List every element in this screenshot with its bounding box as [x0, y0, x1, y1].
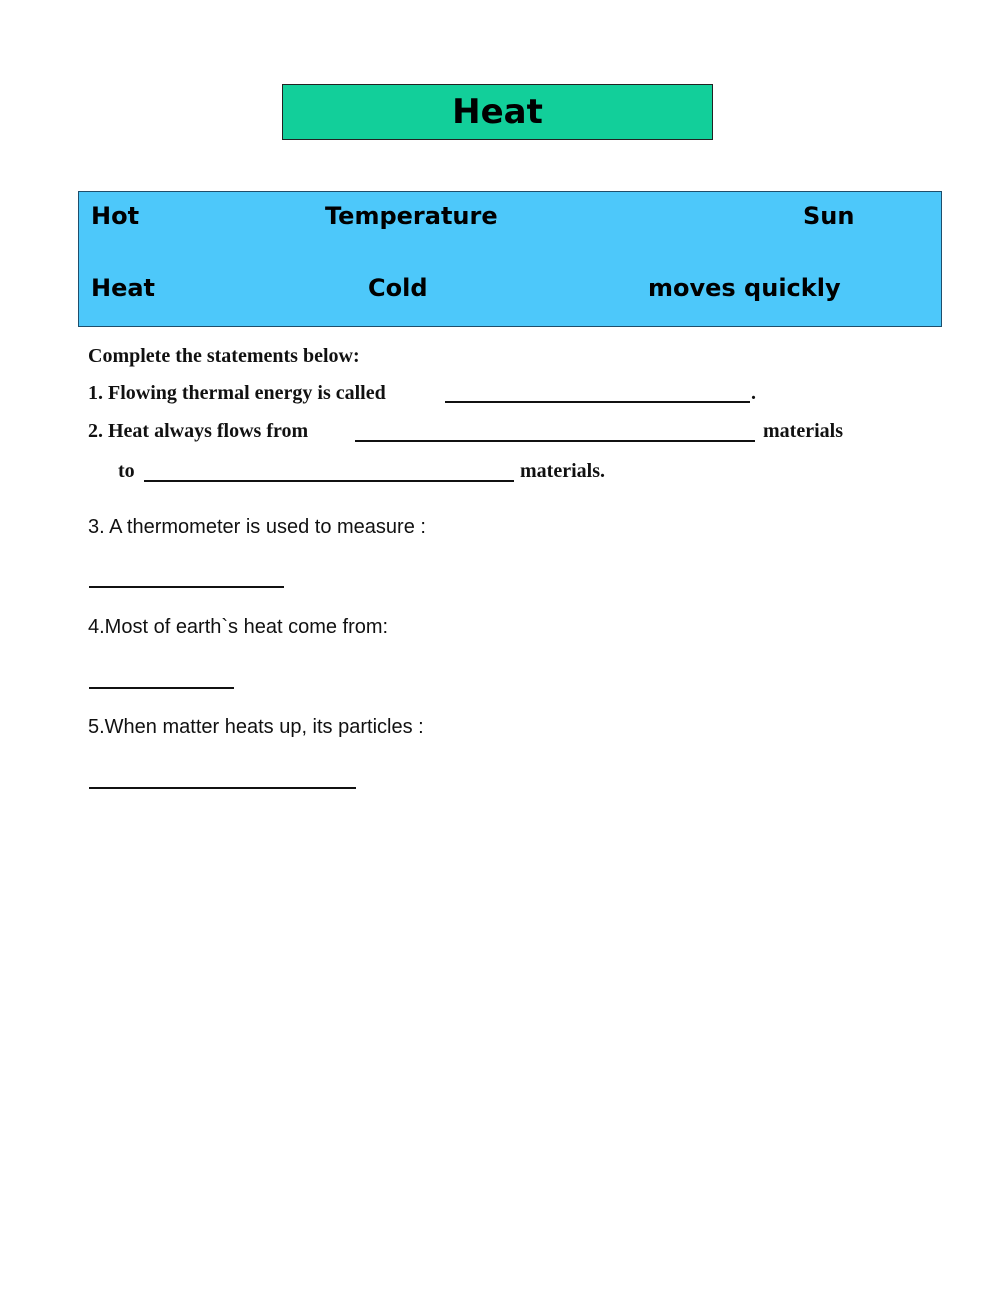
- question-2-answer-blank-to[interactable]: [144, 480, 514, 482]
- page-title-text: Heat: [452, 92, 543, 132]
- question-2-materials-end: materials.: [520, 460, 605, 482]
- word-bank: [78, 191, 942, 327]
- question-3-text: 3. A thermometer is used to measure :: [88, 516, 426, 538]
- word-bank-item-temperature: Temperature: [325, 202, 498, 230]
- page-title: [282, 84, 713, 140]
- question-5-answer-blank[interactable]: [89, 787, 356, 789]
- question-4-answer-blank[interactable]: [89, 687, 234, 689]
- question-2-text: 2. Heat always flows from: [88, 420, 309, 442]
- instructions: Complete the statements below:: [88, 345, 360, 367]
- question-1-punctuation: .: [751, 382, 756, 404]
- question-2-materials-label: materials: [763, 420, 843, 442]
- word-bank-item-cold: Cold: [368, 274, 428, 302]
- question-2-to-label: to: [118, 460, 135, 482]
- question-1-answer-blank[interactable]: [445, 401, 750, 403]
- word-bank-item-heat: Heat: [91, 274, 156, 302]
- question-1-text: 1. Flowing thermal energy is called: [88, 382, 386, 404]
- question-2-answer-blank-from[interactable]: [355, 440, 755, 442]
- word-bank-item-sun: Sun: [803, 202, 855, 230]
- word-bank-item-moves-quickly: moves quickly: [648, 274, 841, 302]
- question-5-text: 5.When matter heats up, its particles :: [88, 716, 424, 738]
- word-bank-item-hot: Hot: [91, 202, 140, 230]
- question-3-answer-blank[interactable]: [89, 586, 284, 588]
- question-4-text: 4.Most of earth`s heat come from:: [88, 616, 389, 638]
